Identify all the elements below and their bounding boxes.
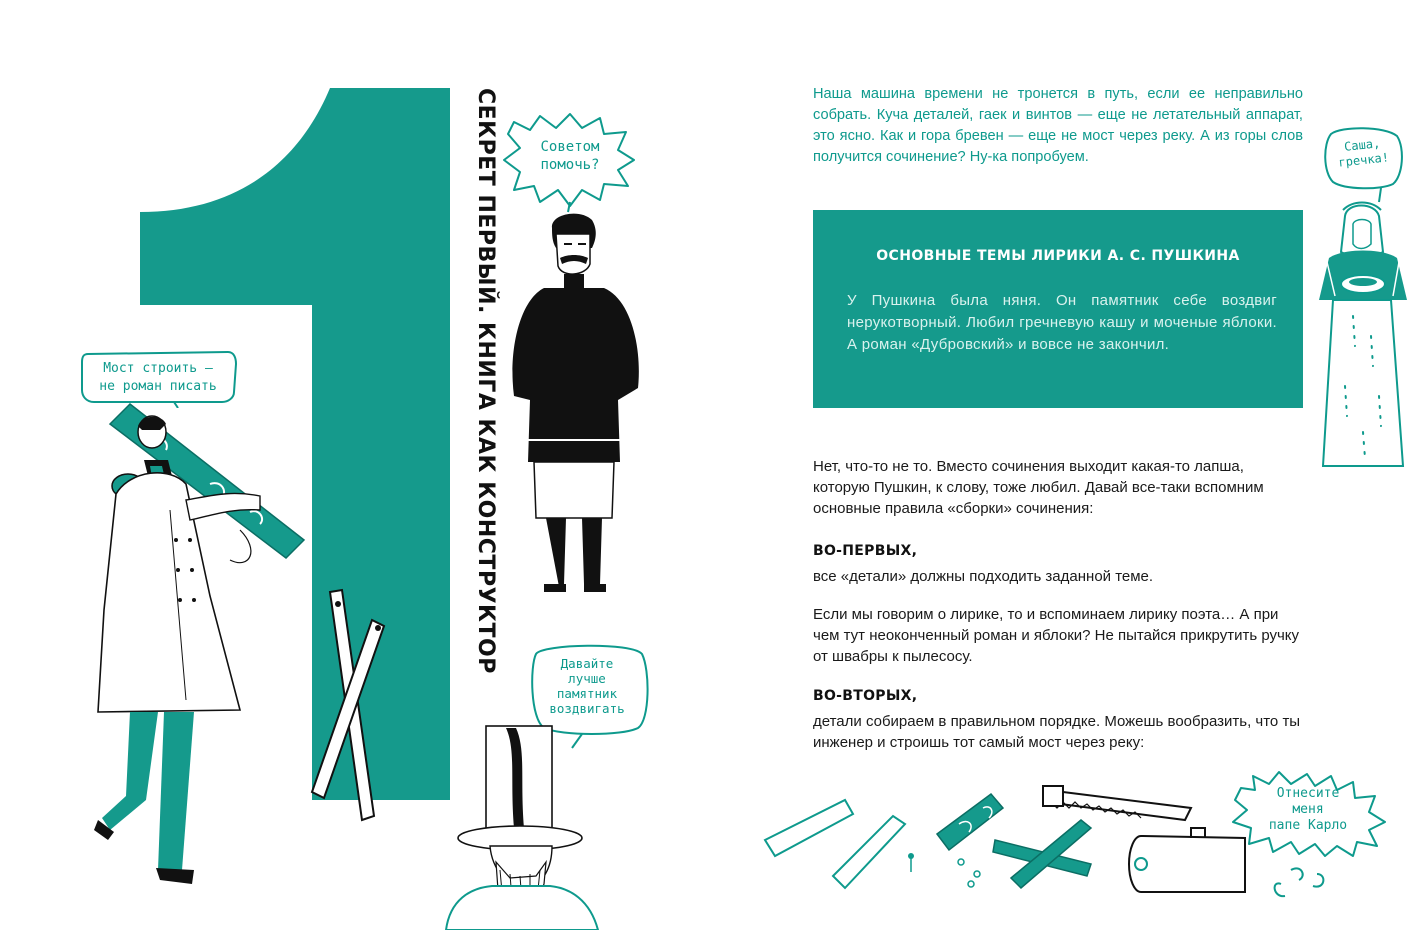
wooden-parts-and-tools [761, 780, 1351, 930]
heading-first: ВО-ПЕРВЫХ, [813, 543, 918, 559]
bubble-bridge-text [84, 360, 232, 396]
crossed-planks [300, 584, 410, 824]
bubble-nanny-line-1: Саша, [1343, 136, 1381, 154]
right-page [705, 0, 1410, 930]
figure-man-top-hat [440, 720, 610, 930]
bubble-monument-text [528, 656, 646, 716]
bubble-monument-line-3: памятник [556, 686, 618, 701]
bubble-bridge-line-1: Мост строить — [103, 361, 213, 376]
chapter-title [470, 88, 500, 674]
bubble-monument-line-1: Давайте [560, 656, 614, 671]
figure-officer-with-plank [90, 400, 320, 890]
bubble-monument-line-2: лучше [568, 671, 606, 686]
figure-nanny-with-plate [1313, 196, 1409, 472]
bubble-bridge-line-2: не роман писать [99, 379, 217, 394]
bubble-pinocchio-line-3: папе Карло [1268, 818, 1348, 833]
bubble-monument-line-4: воздвигать [549, 701, 625, 716]
bubble-advice-text [512, 138, 628, 174]
intro-paragraph: Наша машина времени не тронется в путь, если ее неправильно собрать. Куча деталей, гаек и винтов — еще не летательный аппарат, это ясно. Как и гора бревен — еще не мост через реку. А из горы слов получится сочинение? Ну-ка попробуем. [813, 86, 1303, 165]
figure-man-black-coat [500, 200, 660, 600]
paragraph-not-it: Нет, что-то не то. Вместо сочинения выходит какая-то лапша, которую Пушкин, к слову, тоже любил. Давай все-таки вспомним основные правила «сборки» сочинения: [813, 458, 1264, 517]
chapter-title-text: СЕКРЕТ ПЕРВЫЙ. КНИГА КАК КОНСТРУКТОР [473, 88, 498, 674]
heading-second: ВО-ВТОРЫХ, [813, 688, 918, 704]
bubble-pinocchio-line-2: меня [1292, 802, 1324, 817]
text-first: все «детали» должны подходить заданной теме. [813, 568, 1154, 585]
bubble-nanny-line-2: гречка! [1337, 150, 1390, 170]
topic-box-body: У Пушкина была няня. Он памятник себе воздвиг нерукотворный. Любил гречневую кашу и моченые яблоки. А роман «Дубровский» и вовсе не закончил. [847, 292, 1277, 353]
topic-box [813, 210, 1303, 408]
bubble-pinocchio-line-1: Отнесите [1276, 786, 1340, 801]
topic-box-title: ОСНОВНЫЕ ТЕМЫ ЛИРИКИ А. С. ПУШКИНА [876, 248, 1240, 264]
bubble-advice-line-2: помочь? [540, 157, 600, 173]
bubble-advice-line-1: Советом [540, 139, 600, 155]
text-second: детали собираем в правильном порядке. Можешь вообразить, что ты инженер и строишь тот самый мост через реку: [813, 713, 1301, 751]
paragraph-lyrics: Если мы говорим о лирике, то и вспоминаем лирику поэта… А при чем тут неоконченный роман и яблоки? Не пытайся прикрутить ручку от швабры к пылесосу. [813, 606, 1300, 665]
